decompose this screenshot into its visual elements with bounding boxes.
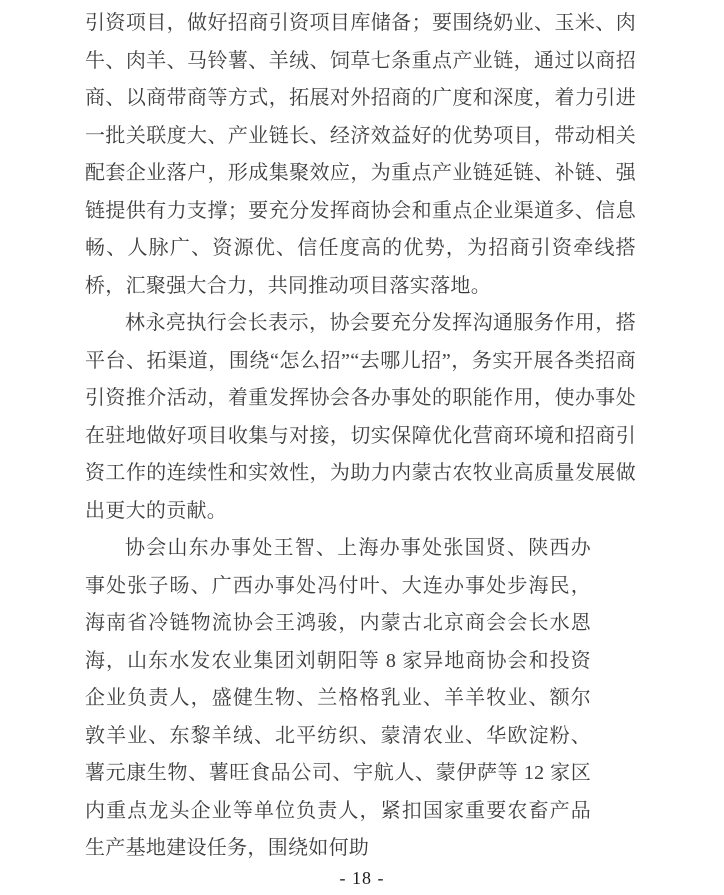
body-paragraph-attendees-list: 协会山东办事处王智、上海办事处张国贤、陕西办事处张子旸、广西办事处冯付叶、大连办事处步海民，海南省冷链物流协会王鸿骏，内蒙古北京商会会长水恩海，山东水发农业集团刘朝阳等 8 家异地商协会和投资企业负责人，盛健生物、兰格格乳业、羊羊牧业、额尔敦羊业、东黎羊绒、北平纺织、蒙清农业、华欧淀粉、薯元康生物、薯旺食品公司、宇航人、蒙伊萨等 12 家区内重点龙头企业等单位负责人，紧扣国家重要农畜产品生产基地建设任务，围绕如何助 [85, 537, 591, 859]
body-paragraph-lin-yongliang-remarks: 林永亮执行会长表示，协会要充分发挥沟通服务作用，搭平台、拓渠道，围绕“怎么招”“去哪儿招”，务实开展各类招商引资推介活动，着重发挥协会各办事处的职能作用，使办事处在驻地做好项目收集与对接，切实保障优化营商环境和招商引资工作的连续性和实效性，为助力内蒙古农牧业高质量发展做出更大的贡献。 [85, 312, 636, 522]
body-paragraph-investment-chains: 引资项目，做好招商引资项目库储备；要围绕奶业、玉米、肉牛、肉羊、马铃薯、羊绒、饲草七条重点产业链，通过以商招商、以商带商等方式，拓展对外招商的广度和深度，着力引进一批关联度大、产业链长、经济效益好的优势项目，带动相关配套企业落户，形成集聚效应，为重点产业链延链、补链、强链提供有力支撑；要充分发挥商协会和重点企业渠道多、信息畅、人脉广、资源优、信任度高的优势，为招商引资牵线搭桥，汇聚强大合力，共同推动项目落实落地。 [85, 12, 636, 297]
page-number: - 18 - [339, 868, 385, 888]
page-body [85, 5, 636, 868]
